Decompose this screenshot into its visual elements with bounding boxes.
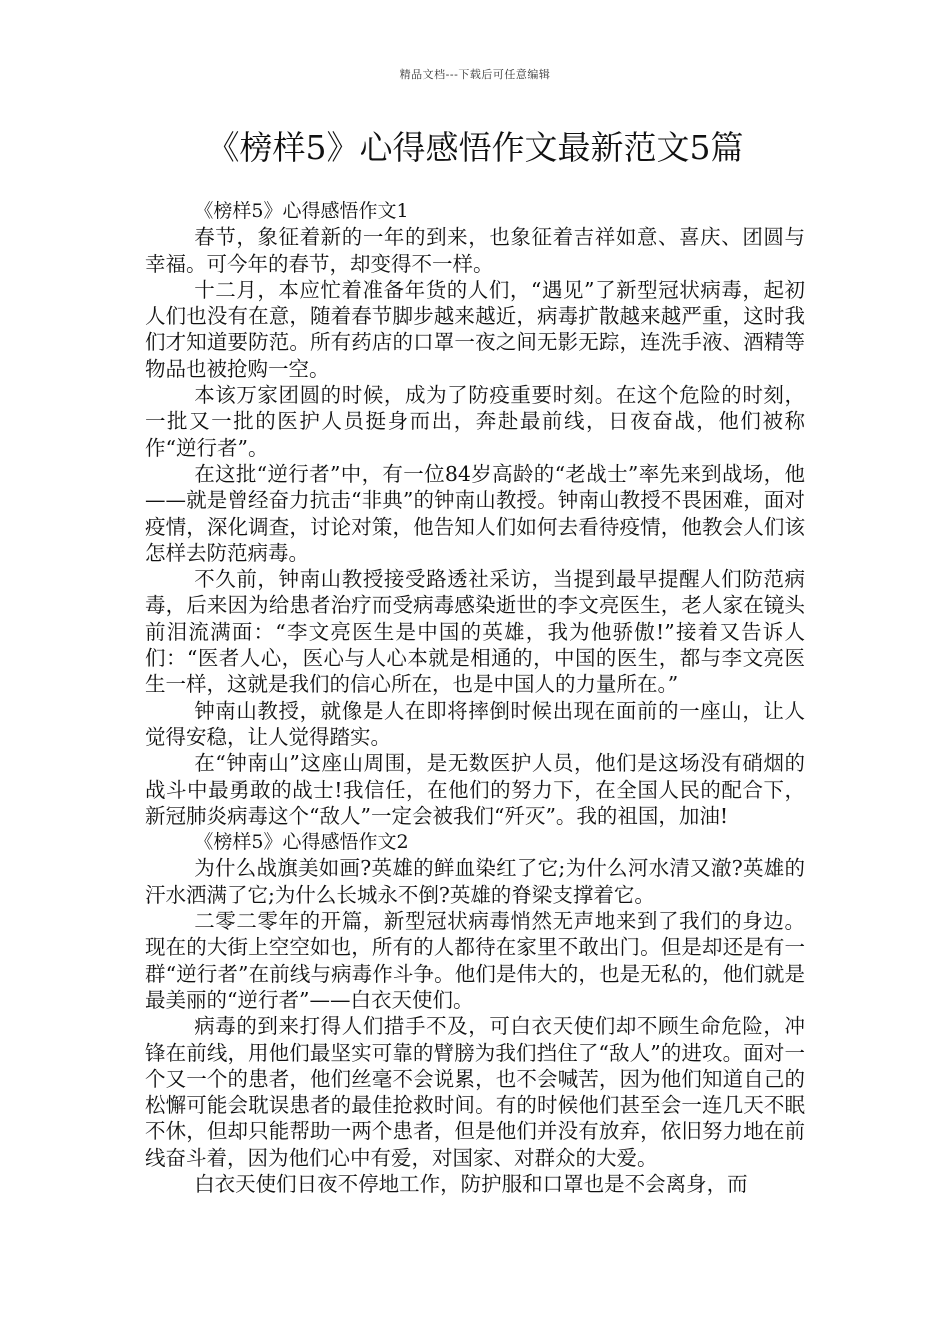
paragraph: 春节，象征着新的一年的到来，也象征着吉祥如意、喜庆、团圆与幸福。可今年的春节，却变得不一样。 — [145, 225, 805, 276]
paragraph: 二零二零年的开篇，新型冠状病毒悄然无声地来到了我们的身边。现在的大街上空空如也，所有的人都待在家里不敢出门。但是却还是有一群“逆行者”在前线与病毒作斗争。他们是伟大的，也是无私的，他们就是最美丽的“逆行者”——白衣天使们。 — [145, 909, 805, 1012]
section-heading-2: 《榜样5》心得感悟作文2 — [194, 831, 409, 854]
paragraph: 白衣天使们日夜不停地工作，防护服和口罩也是不会离身，而 — [194, 1171, 748, 1196]
paragraph: 不久前，钟南山教授接受路透社采访，当提到最早提醒人们防范病毒，后来因为给患者治疗而受病毒感染逝世的李文亮医生，老人家在镜头前泪流满面：“李文亮医生是中国的英雄，我为他骄傲!”接着又告诉人们：“医者人心，医心与人心本就是相通的，中国的医生，都与李文亮医生一样，这就是我们的信心所在，也是中国人的力量所在。” — [145, 567, 805, 697]
paragraph: 钟南山教授，就像是人在即将摔倒时候出现在面前的一座山，让人觉得安稳，让人觉得踏实。 — [145, 698, 805, 749]
paragraph: 为什么战旗美如画?英雄的鲜血染红了它;为什么河水清又澈?英雄的汗水洒满了它;为什么长城永不倒?英雄的脊梁支撑着它。 — [145, 856, 805, 907]
header-note: 精品文档---下载后可任意编辑 — [399, 68, 551, 81]
document-body — [145, 198, 805, 1197]
paragraph: 在“钟南山”这座山周围，是无数医护人员，他们是这场没有硝烟的战斗中最勇敢的战士!我信任，在他们的努力下，在全国人民的配合下，新冠肺炎病毒这个“敌人”一定会被我们“歼灭”。我的祖国，加油! — [145, 751, 805, 828]
paragraph: 本该万家团圆的时候，成为了防疫重要时刻。在这个危险的时刻，一批又一批的医护人员挺身而出，奔赴最前线，日夜奋战，他们被称作“逆行者”。 — [145, 383, 805, 460]
document-title: 《榜样5》心得感悟作文最新范文5篇 — [206, 128, 744, 167]
paragraph: 十二月，本应忙着准备年货的人们，“遇见”了新型冠状病毒，起初人们也没有在意，随着春节脚步越来越近，病毒扩散越来越严重，这时我们才知道要防范。所有药店的口罩一夜之间无影无踪，连洗手液、酒精等物品也被抢购一空。 — [145, 277, 805, 381]
paragraph: 在这批“逆行者”中，有一位84岁高龄的“老战士”率先来到战场，他——就是曾经奋力抗击“非典”的钟南山教授。钟南山教授不畏困难，面对疫情，深化调查，讨论对策，他告知人们如何去看待疫情，他教会人们该怎样去防范病毒。 — [145, 461, 805, 565]
paragraph: 病毒的到来打得人们措手不及，可白衣天使们却不顾生命危险，冲锋在前线，用他们最坚实可靠的臂膀为我们挡住了“敌人”的进攻。面对一个又一个的患者，他们丝毫不会说累，也不会喊苦，因为他们知道自己的松懈可能会耽误患者的最佳抢救时间。有的时候他们甚至会一连几天不眠不休，但却只能帮助一两个患者，但是他们并没有放弃，依旧努力地在前线奋斗着，因为他们心中有爱，对国家、对群众的大爱。 — [145, 1014, 805, 1170]
section-heading-1: 《榜样5》心得感悟作文1 — [194, 200, 409, 222]
